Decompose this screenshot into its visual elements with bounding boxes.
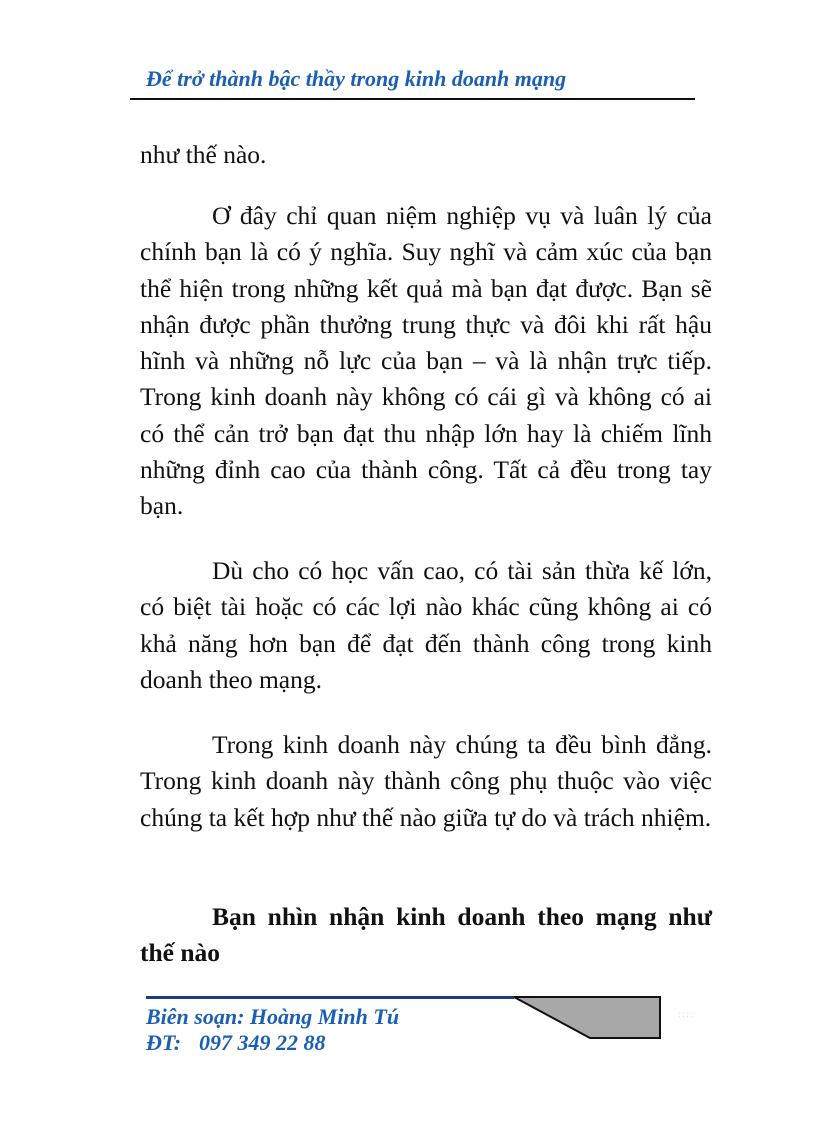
phone-number: 097 349 22 88 xyxy=(199,1030,326,1055)
footer-author: Biên soạn: Hoàng Minh Tú xyxy=(146,1004,400,1029)
phone-label: ĐT: xyxy=(146,1030,182,1055)
section-heading: Bạn nhìn nhận kinh doanh theo mạng như thế nào xyxy=(140,902,712,968)
header-divider xyxy=(130,98,695,100)
running-header-title: Để trở thành bậc thầy trong kinh doanh mạng xyxy=(146,66,567,91)
paragraph-ethics: Ơ đây chỉ quan niệm nghiệp vụ và luân lý của chính bạn là có ý nghĩa. Suy nghĩ và cảm xúc của bạn thể hiện trong những kết quả mà bạn đạt được. Bạn sẽ nhận được phần thưởng trung thực và đôi khi rất hậu hĩnh và những nỗ lực của bạn – và là nhận trực tiếp. Trong kinh doanh này không có cái gì và không có ai có thể cản trở bạn đạt thu nhập lớn hay là chiếm lĩnh những đỉnh cao của thành công. Tất cả đều trong tay bạn. xyxy=(140,201,712,521)
footer-decorative-shape xyxy=(512,995,662,1040)
paragraph-freedom-responsibility: Trong kinh doanh này chúng ta đều bình đẳng. Trong kinh doanh này thành công phụ thuộc vào việc chúng ta kết hợp như thế nào giữa tự do và trách nhiệm. xyxy=(140,730,712,832)
paragraph-equal-chance: Dù cho có học vấn cao, có tài sản thừa kế lớn, có biệt tài hoặc có các lợi nào khác cũng không ai có khả năng hơn bạn để đạt đến thành công trong kinh doanh theo mạng. xyxy=(140,556,712,694)
footer-divider xyxy=(146,996,514,999)
paragraph-continuation: như thế nào. xyxy=(140,140,267,169)
footer-phone xyxy=(146,1030,326,1056)
faint-watermark: :::: xyxy=(678,1010,695,1020)
